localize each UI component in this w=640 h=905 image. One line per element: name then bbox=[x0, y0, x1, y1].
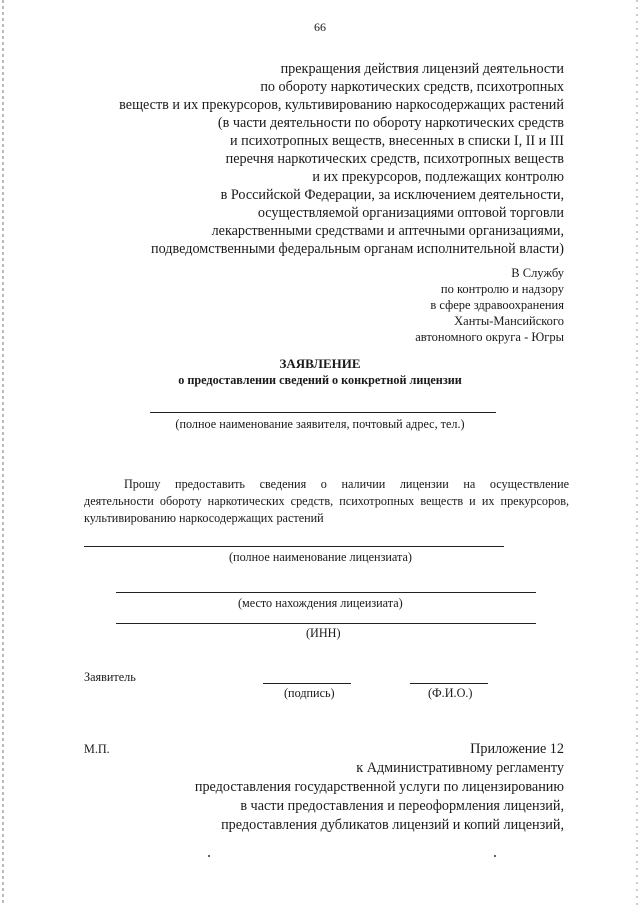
header-line: по обороту наркотических средств, психотропных bbox=[260, 79, 564, 95]
scan-edge-left bbox=[2, 0, 4, 905]
request-line: деятельности обороту наркотических средств, психотропных веществ и их прекурсоров, bbox=[84, 494, 569, 508]
applicant-label: Заявитель bbox=[84, 670, 136, 684]
header-line: перечня наркотических средств, психотропных веществ bbox=[225, 151, 564, 167]
form-title: ЗАЯВЛЕНИЕ bbox=[279, 356, 361, 371]
header-line: и их прекурсоров, подлежащих контролю bbox=[312, 169, 564, 185]
page-number: 66 bbox=[314, 20, 326, 34]
addressee-line: В Службу bbox=[511, 266, 564, 280]
scan-speck bbox=[494, 855, 496, 857]
appendix-line: в части предоставления и переоформления лицензий, bbox=[240, 798, 564, 814]
appendix-line: Приложение 12 bbox=[470, 741, 564, 757]
applicant-fill-line bbox=[150, 412, 496, 413]
header-line: осуществляемой организациями оптовой торговли bbox=[257, 205, 564, 221]
stamp-label: М.П. bbox=[84, 742, 110, 756]
appendix-block bbox=[195, 740, 564, 835]
licensee-fill-line bbox=[84, 546, 504, 547]
addressee-line: в сфере здравоохранения bbox=[430, 298, 564, 312]
form-subtitle: о предоставлении сведений о конкретной лицензии bbox=[178, 373, 462, 387]
header-line: (в части деятельности по обороту наркотических средств bbox=[217, 115, 564, 131]
header-line: в Российской Федерации, за исключением деятельности, bbox=[220, 187, 564, 203]
request-paragraph bbox=[84, 476, 569, 527]
name-fill-line bbox=[410, 683, 488, 684]
header-line: веществ и их прекурсоров, культивированию наркосодержащих растений bbox=[119, 97, 564, 113]
applicant-caption: (полное наименование заявителя, почтовый адрес, тел.) bbox=[175, 417, 465, 431]
licensee-caption: (полное наименование лицензиата) bbox=[229, 550, 412, 564]
addressee-block bbox=[415, 265, 564, 345]
signature-fill-line bbox=[263, 683, 351, 684]
addressee-line: автономного округа - Югры bbox=[415, 330, 564, 344]
location-fill-line bbox=[116, 592, 536, 593]
location-caption: (место нахождения лицеизиата) bbox=[238, 596, 403, 610]
name-caption: (Ф.И.О.) bbox=[428, 686, 473, 700]
signature-caption: (подпись) bbox=[284, 686, 335, 700]
header-line: и психотропных веществ, внесенных в списки I, II и III bbox=[229, 133, 564, 149]
inn-caption: (ИНН) bbox=[306, 626, 341, 640]
appendix-line: к Административному регламенту bbox=[356, 760, 564, 776]
header-continuation-block bbox=[119, 60, 564, 258]
header-line: лекарственными средствами и аптечными организациями, bbox=[211, 223, 564, 239]
appendix-line: предоставления дубликатов лицензий и копий лицензий, bbox=[221, 817, 564, 833]
addressee-line: по контролю и надзору bbox=[440, 282, 564, 296]
request-line: культивированию наркосодержащих растений bbox=[84, 511, 324, 525]
request-line: Прошу предоставить сведения о наличии лицензии на осуществление bbox=[124, 477, 569, 491]
scan-speck bbox=[208, 855, 210, 857]
scan-edge-right bbox=[636, 0, 638, 905]
addressee-line: Ханты-Мансийского bbox=[454, 314, 564, 328]
header-line: прекращения действия лицензий деятельности bbox=[280, 61, 564, 77]
appendix-line: предоставления государственной услуги по лицензированию bbox=[194, 779, 564, 795]
header-line: подведомственными федеральным органам исполнительной власти) bbox=[151, 241, 564, 257]
inn-fill-line bbox=[116, 623, 536, 624]
